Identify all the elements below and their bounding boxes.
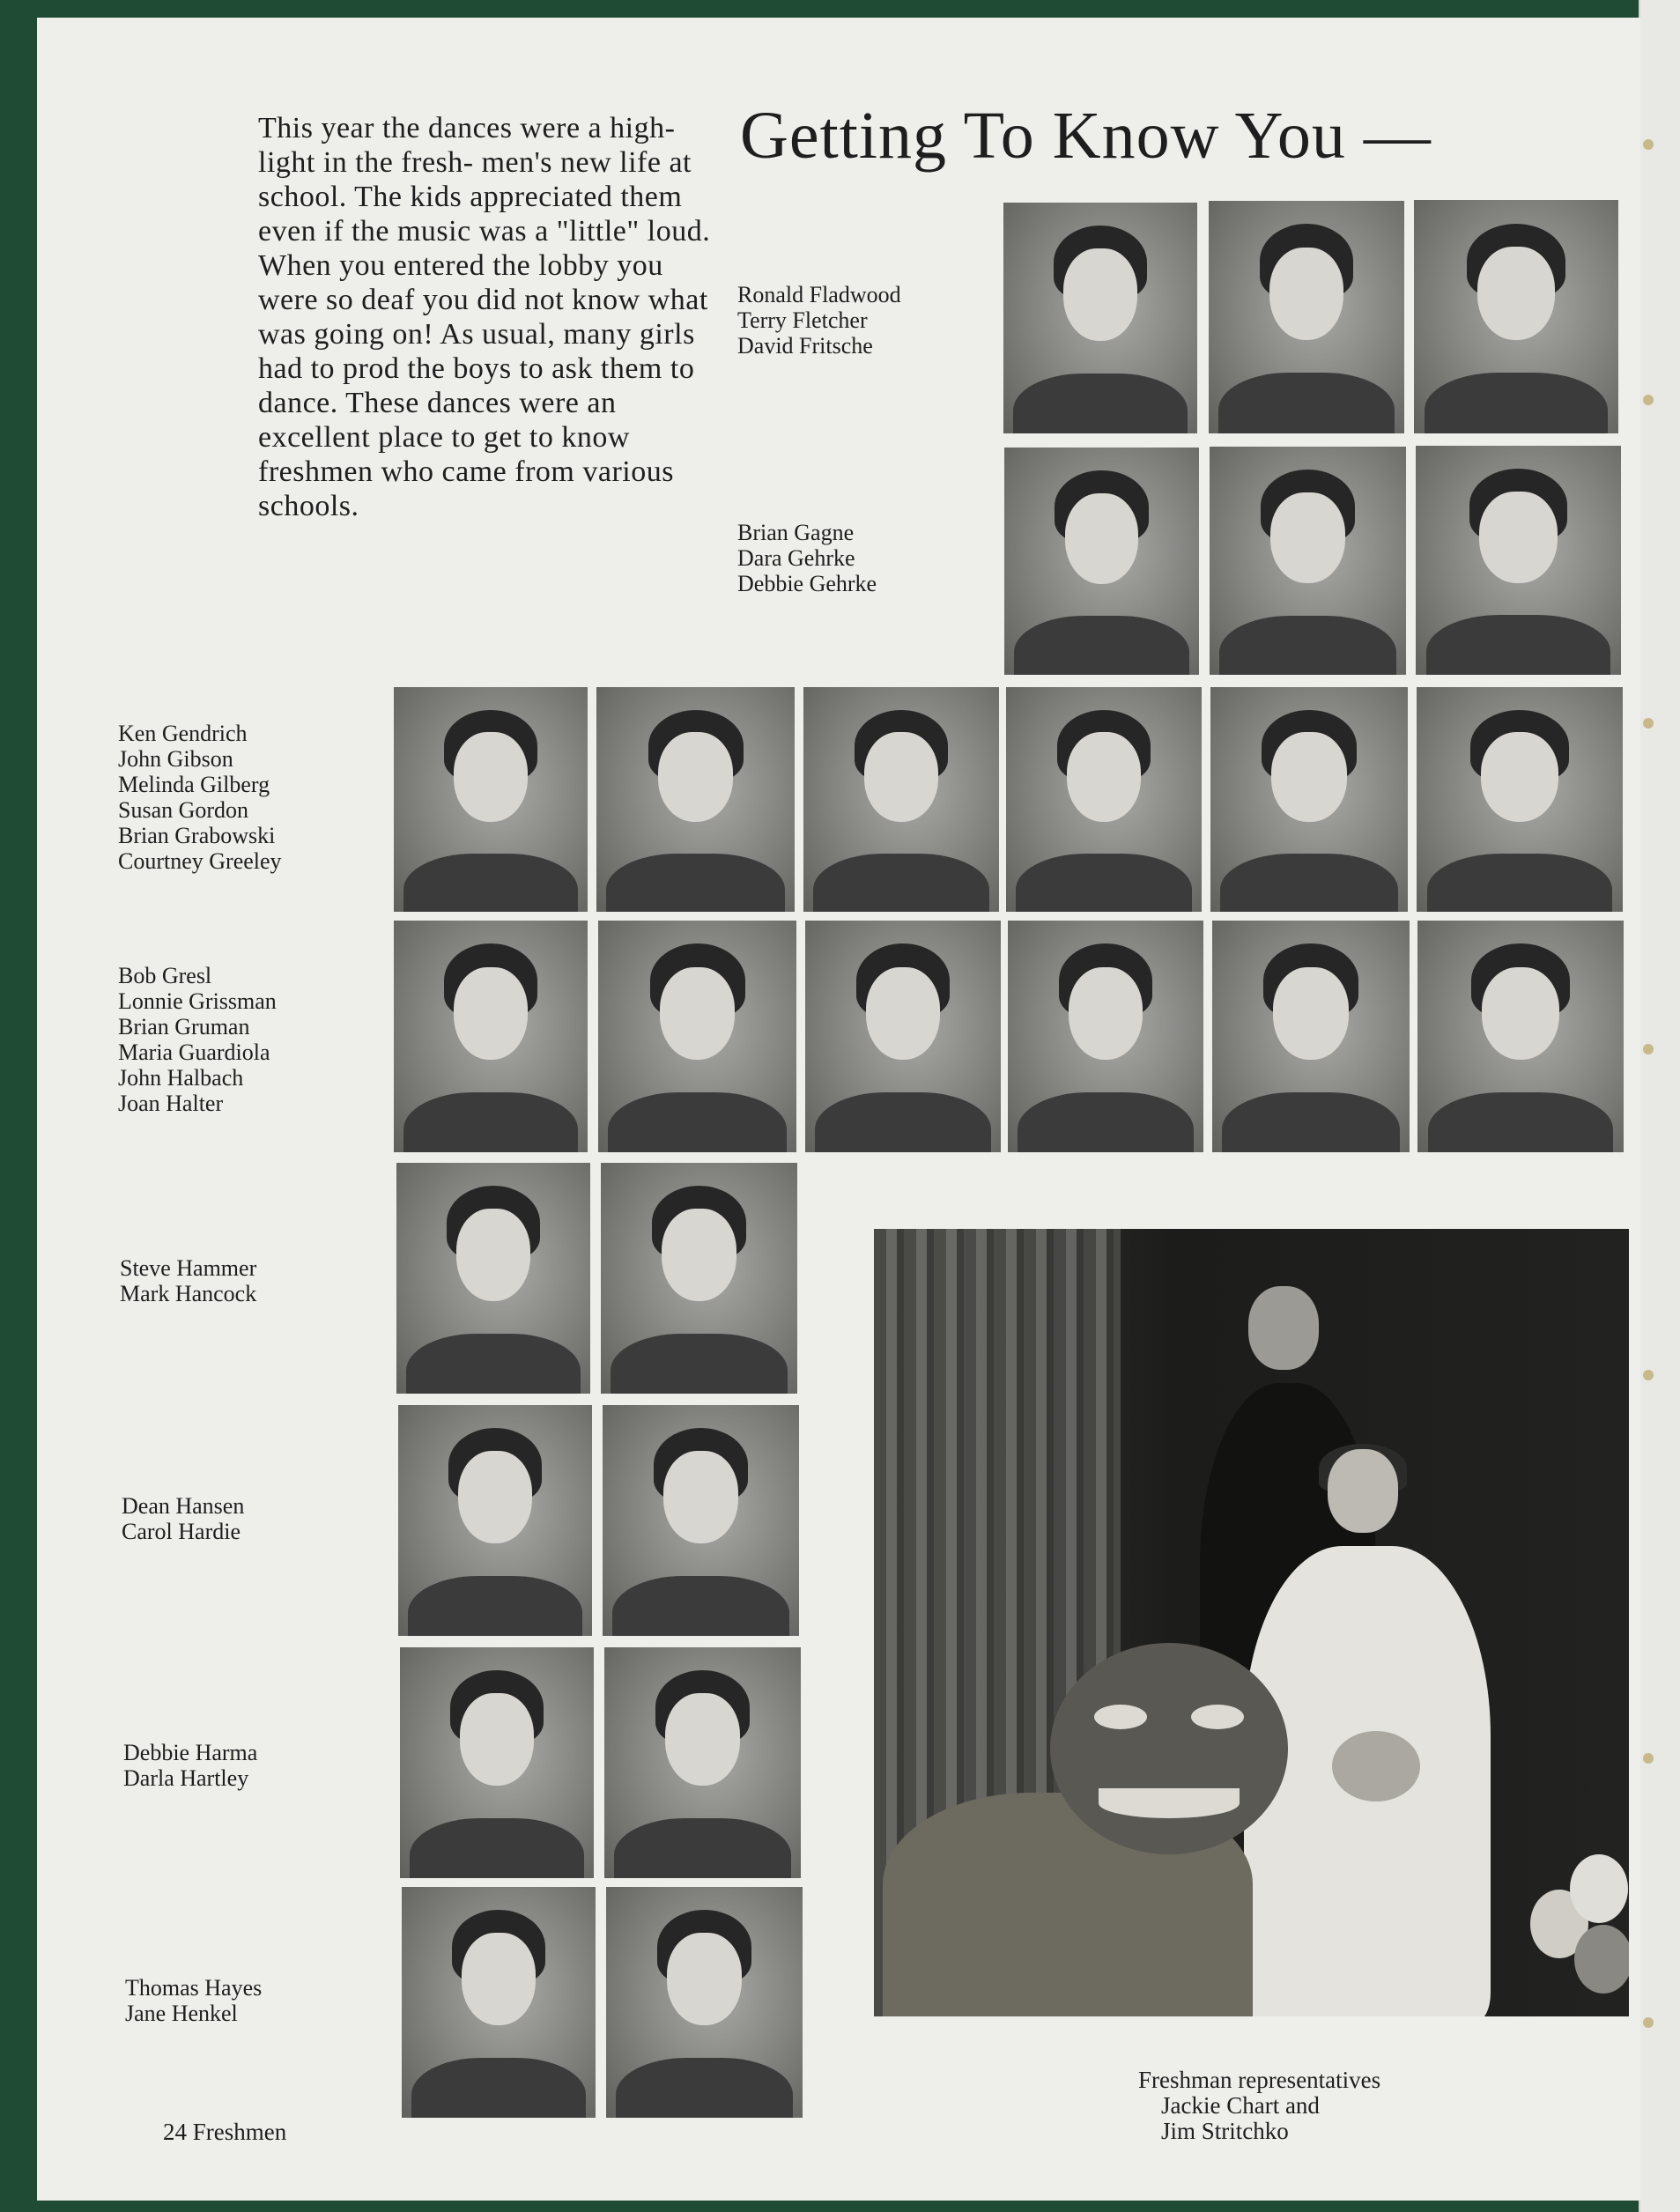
student-portrait xyxy=(1416,446,1621,675)
caption-line: Jim Stritchko xyxy=(1161,2118,1289,2144)
student-name: Susan Gordon xyxy=(118,797,249,823)
student-name: John Halbach xyxy=(118,1065,244,1091)
student-portrait xyxy=(402,1887,596,2118)
student-portrait xyxy=(1209,201,1404,433)
caption-line: Jackie Chart and xyxy=(1161,2092,1320,2119)
name-list xyxy=(118,721,282,874)
binding-ring xyxy=(1643,718,1654,729)
student-portrait xyxy=(1210,447,1406,675)
name-list xyxy=(118,963,277,1116)
student-portrait xyxy=(603,1405,799,1636)
student-name: Mark Hancock xyxy=(120,1281,257,1306)
representatives-photo xyxy=(874,1229,1629,2016)
student-name: Brian Grabowski xyxy=(118,823,276,848)
student-portrait xyxy=(606,1887,803,2118)
photo-caption xyxy=(1138,2068,1380,2144)
name-list xyxy=(120,1255,256,1306)
name-list xyxy=(122,1493,244,1544)
student-name: Bob Gresl xyxy=(118,963,212,988)
name-list xyxy=(737,520,877,596)
binding-ring xyxy=(1643,1753,1654,1764)
student-name: Darla Hartley xyxy=(123,1765,249,1791)
student-portrait xyxy=(400,1647,594,1878)
book-binding xyxy=(1639,0,1680,2212)
student-name: Carol Hardie xyxy=(122,1519,241,1544)
student-portrait xyxy=(1417,687,1623,912)
student-name: Courtney Greeley xyxy=(118,848,282,874)
student-portrait xyxy=(1212,921,1410,1152)
student-portrait xyxy=(604,1647,801,1878)
intro-paragraph: This year the dances were a high-light in the fresh- men's new life at school. The kids appreciated them even if the music was a "little" loud. When you entered the lobby you were so deaf you did not know what was going on! As usual, many girls had to prod the boys to ask them to dance. These dances were an excellent place to get to know freshmen who came from various schools. xyxy=(258,112,711,522)
name-list xyxy=(125,1975,262,2026)
student-name: Steve Hammer xyxy=(120,1255,257,1281)
name-list xyxy=(737,282,901,359)
student-portrait xyxy=(596,687,795,912)
student-portrait xyxy=(1003,203,1197,433)
student-portrait xyxy=(396,1163,590,1394)
student-name: Dara Gehrke xyxy=(737,545,855,571)
student-name: Brian Gruman xyxy=(118,1014,250,1039)
student-portrait xyxy=(1006,687,1202,912)
student-name: Melinda Gilberg xyxy=(118,772,270,797)
page-title: Getting To Know You — xyxy=(740,99,1432,173)
student-portrait xyxy=(398,1405,592,1636)
student-portrait xyxy=(805,921,1001,1152)
caption-line: Freshman representatives xyxy=(1138,2067,1381,2093)
student-name: David Fritsche xyxy=(737,333,873,359)
student-name: Joan Halter xyxy=(118,1091,224,1116)
yearbook-page xyxy=(37,18,1640,2201)
student-portrait xyxy=(394,687,588,912)
student-name: Jane Henkel xyxy=(125,2001,238,2026)
student-portrait xyxy=(1008,921,1203,1152)
student-name: Brian Gagne xyxy=(737,520,855,545)
student-portrait xyxy=(1210,687,1408,912)
student-name: Dean Hansen xyxy=(122,1493,245,1519)
student-name: Lonnie Grissman xyxy=(118,988,277,1014)
jack-o-lantern xyxy=(1050,1643,1288,1854)
student-portrait xyxy=(1414,200,1618,433)
student-portrait xyxy=(803,687,999,912)
name-list xyxy=(123,1740,257,1791)
student-portrait xyxy=(1004,448,1199,675)
student-name: Ronald Fladwood xyxy=(737,282,901,307)
binding-ring xyxy=(1643,1044,1654,1054)
binding-ring xyxy=(1643,395,1654,405)
student-portrait xyxy=(601,1163,797,1394)
student-name: Debbie Harma xyxy=(123,1740,258,1765)
binding-ring xyxy=(1643,139,1654,150)
binding-ring xyxy=(1643,1370,1654,1380)
binding-ring xyxy=(1643,2017,1654,2028)
student-name: Maria Guardiola xyxy=(118,1039,270,1065)
page-number: 24 Freshmen xyxy=(163,2119,287,2145)
student-name: Debbie Gehrke xyxy=(737,571,877,596)
student-portrait xyxy=(394,921,588,1152)
student-portrait xyxy=(1417,921,1624,1152)
bouquet xyxy=(1332,1731,1420,1801)
balloon xyxy=(1574,1925,1629,1994)
student-name: Thomas Hayes xyxy=(125,1975,263,2001)
balloon xyxy=(1570,1854,1628,1923)
student-portrait xyxy=(598,921,796,1152)
student-name: John Gibson xyxy=(118,746,233,772)
student-name: Ken Gendrich xyxy=(118,721,248,746)
student-name: Terry Fletcher xyxy=(737,307,868,333)
